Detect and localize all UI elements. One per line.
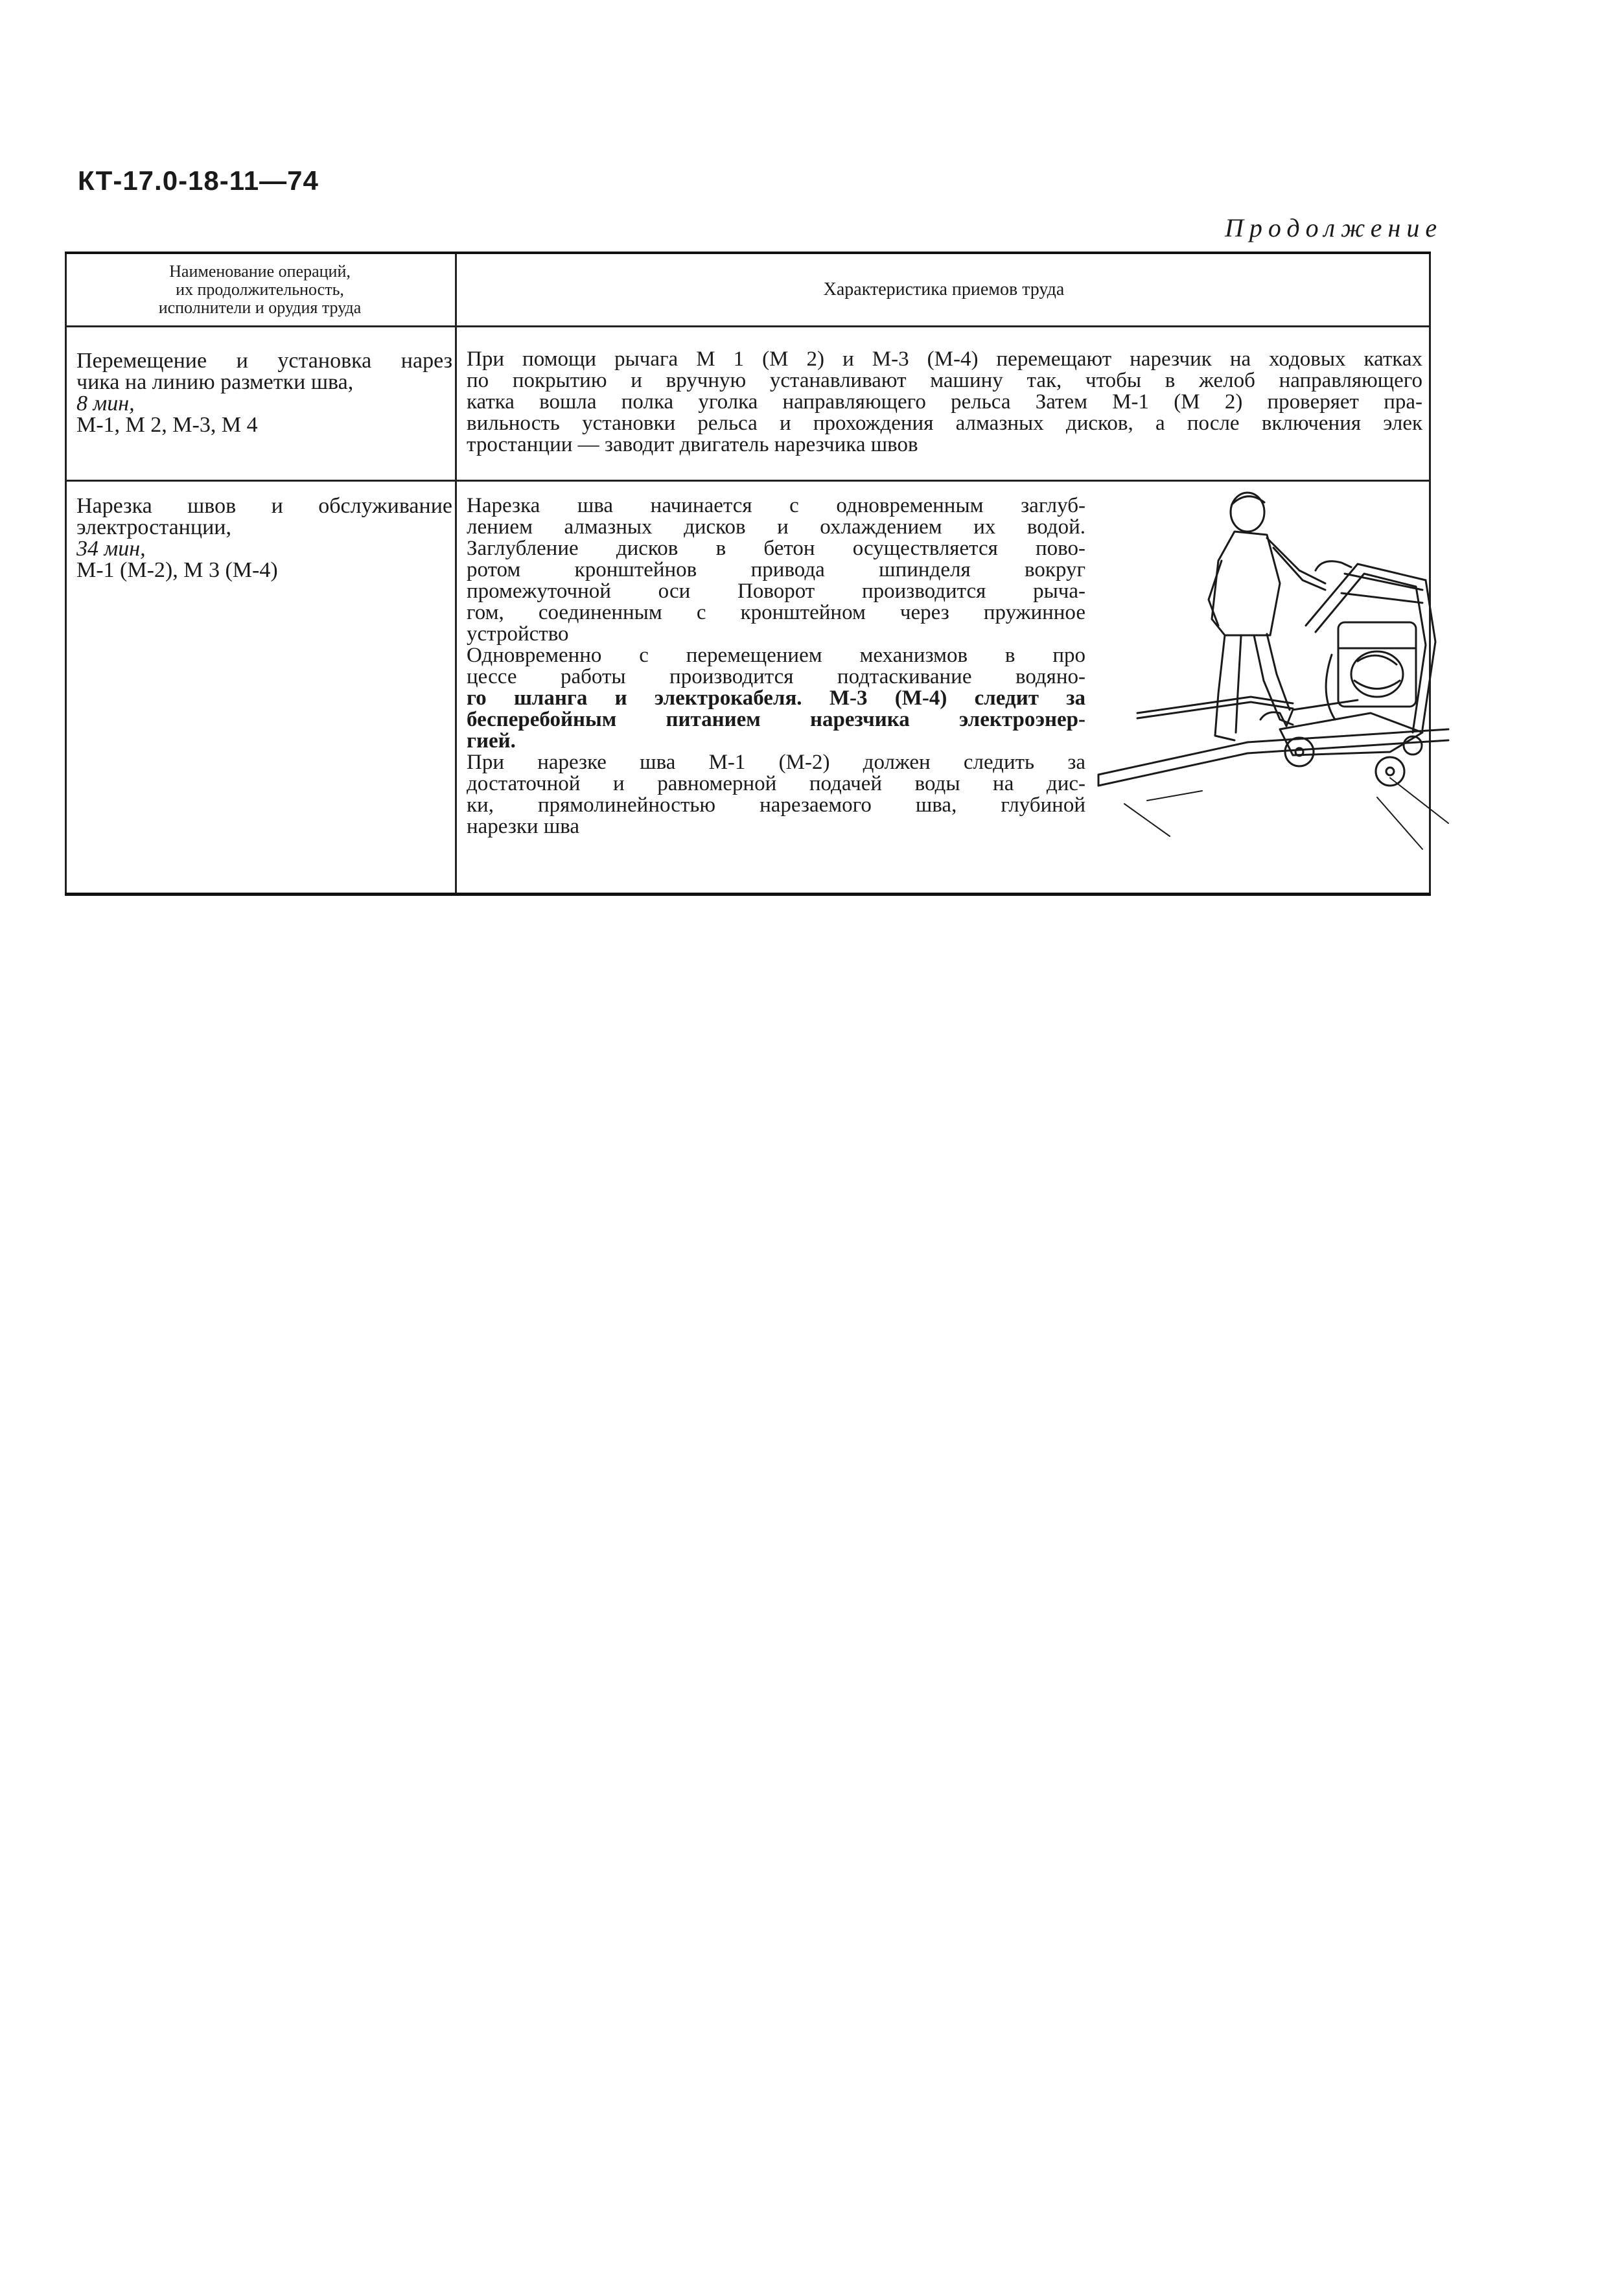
operation-performers: М-1 (М-2), М 3 (М-4) xyxy=(76,558,278,582)
description-line: тростанции — заводит двигатель нарезчика швов xyxy=(467,433,918,456)
operation-performers: М-1, М 2, М-3, М 4 xyxy=(76,413,258,437)
description-line: катка вошла полка уголка направляющего рельса Затем М-1 (М 2) проверяет пра- xyxy=(467,390,1422,414)
description-line: цессе работы производится подтаскивание водяно- xyxy=(467,665,1085,688)
description-line: гией. xyxy=(467,729,516,753)
description-line: вильность установки рельса и прохождения алмазных дисков, а после включения элек xyxy=(467,412,1422,435)
row-2-operation xyxy=(76,495,452,581)
column-header-operations xyxy=(65,254,455,325)
row-1-operation xyxy=(76,350,452,436)
column-header-operations-text: Наименование операций, их продолжительность, исполнители и орудия труда xyxy=(158,262,362,317)
table-left-border xyxy=(65,254,67,893)
column-divider xyxy=(455,254,457,893)
document-code: КТ-17.0-18-11—74 xyxy=(78,165,319,196)
column-header-characteristics xyxy=(457,254,1431,325)
row-2-description xyxy=(467,495,1085,838)
row-1-description xyxy=(467,349,1422,456)
header-divider xyxy=(65,325,1431,327)
operation-line: чика на линию разметки шва, xyxy=(76,370,354,394)
description-line: При помощи рычага М 1 (М 2) и М-3 (М-4) перемещают нарезчик на ходовых катках xyxy=(467,347,1422,371)
description-line: Одновременно с перемещением механизмов в про xyxy=(467,644,1085,667)
description-line: ки, прямолинейностью нарезаемого шва, глубиной xyxy=(467,793,1085,817)
description-line: достаточной и равномерной подачей воды на дис- xyxy=(467,772,1085,795)
description-line: бесперебойным питанием нарезчика электроэнер- xyxy=(467,708,1085,731)
description-line: по покрытию и вручную устанавливают машину так, чтобы в желоб направляющего xyxy=(467,369,1422,392)
operations-table xyxy=(65,252,1431,896)
description-line: гом, соединенным с кронштейном через пружинное xyxy=(467,601,1085,624)
operation-line: Нарезка швов и обслуживание xyxy=(76,494,452,518)
description-line: нарезки шва xyxy=(467,815,580,838)
description-line: Нарезка шва начинается с одновременным заглуб- xyxy=(467,494,1085,517)
description-line: лением алмазных дисков и охлаждением их водой. xyxy=(467,515,1085,539)
description-line: промежуточной оси Поворот производится рыча- xyxy=(467,580,1085,603)
continuation-label: Продолжение xyxy=(1225,213,1443,242)
description-line: устройство xyxy=(467,622,569,646)
operation-line: Перемещение и установка нарез xyxy=(76,349,452,373)
description-line: Заглубление дисков в бетон осуществляется пово- xyxy=(467,537,1085,560)
operation-line: электростанции, xyxy=(76,515,231,539)
description-line: ротом кронштейнов привода шпинделя вокруг xyxy=(467,558,1085,581)
column-header-characteristics-text: Характеристика приемов труда xyxy=(823,279,1065,299)
description-line: При нарезке шва М-1 (М-2) должен следить за xyxy=(467,751,1085,774)
operation-duration: 34 мин, xyxy=(76,537,146,561)
operation-duration: 8 мин, xyxy=(76,392,135,416)
joint-cutter-illustration xyxy=(1085,486,1474,859)
description-line: го шланга и электрокабеля. М-3 (М-4) следит за xyxy=(467,686,1085,710)
row-divider xyxy=(65,480,1431,482)
